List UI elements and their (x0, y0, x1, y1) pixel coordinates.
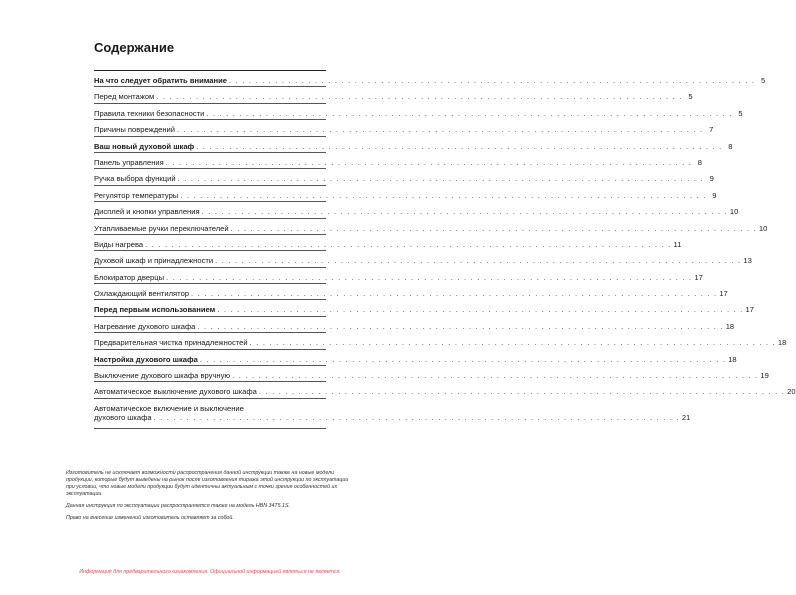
dot-leader: . . . . . . . . . . . . . . . . . . . . . . . . . . . . . . . . . . . . . . . . . . . . . . . . . . . . . . . . . . . . . . . . . . . . . . . . . . . . . . . . (230, 223, 757, 233)
table-of-contents (94, 70, 796, 429)
toc-entry (94, 86, 693, 102)
toc-entry-title: Причины повреждений (94, 125, 176, 135)
toc-entry (94, 234, 682, 250)
toc-entry (94, 103, 743, 119)
toc-entry-title: Регулятор температуры (94, 190, 179, 200)
toc-entry-title: Виды нагрева (94, 239, 144, 249)
toc-entry-title: Панель управления (94, 157, 164, 167)
toc-entry (94, 152, 703, 168)
toc-entry (94, 283, 728, 299)
toc-entry-page: 5 (688, 92, 693, 102)
dot-leader: . . . . . . . . . . . . . . . . . . . . . . . . . . . . . . . . . . . . . . . . . . . . . . . . . . . . . . . . . . . . . . . . . . . . . . . . . . . . . . . . (191, 289, 718, 299)
toc-entry-title: Блокиратор дверцы (94, 272, 165, 282)
toc-entry-title: Автоматическое выключение духового шкафа (94, 387, 257, 397)
dot-leader: . . . . . . . . . . . . . . . . . . . . . . . . . . . . . . . . . . . . . . . . . . . . . . . . . . . . . . . . . . . . . . . . . . . . . . . . . . . . . . . . (153, 412, 680, 422)
dot-leader: . . . . . . . . . . . . . . . . . . . . . . . . . . . . . . . . . . . . . . . . . . . . . . . . . . . . . . . . . . . . . . . . . . . . . . . . . . . . . . . . (197, 321, 724, 331)
toc-entry-title: Ваш новый духовой шкаф (94, 141, 195, 151)
toc-entry-title: Охлаждающий вентилятор (94, 289, 190, 299)
dot-leader: . . . . . . . . . . . . . . . . . . . . . . . . . . . . . . . . . . . . . . . . . . . . . . . . . . . . . . . . . . . . . . . . . . . . . . . . . . . . . . . . (177, 125, 704, 135)
toc-entry (94, 136, 733, 152)
toc-entry-page: 17 (694, 272, 703, 282)
toc-entry (94, 398, 691, 428)
toc-entry (94, 168, 714, 184)
dot-leader: . . . . . . . . . . . . . . . . . . . . . . . . . . . . . . . . . . . . . . . . . . . . . . . . . . . . . . . . . . . . . . . . . . . . . . . . . . . . . . . . (258, 387, 786, 397)
toc-entry-page: 9 (709, 174, 714, 184)
toc-entry-page: 8 (697, 157, 703, 167)
toc-entry (94, 201, 739, 217)
dot-leader: . . . . . . . . . . . . . . . . . . . . . . . . . . . . . . . . . . . . . . . . . . . . . . . . . . . . . . . . . . . . . . . . . . . . . . . . . . . . . . . . (166, 272, 693, 282)
toc-entry-page: 19 (760, 371, 769, 381)
toc-entry (94, 185, 717, 201)
toc-entry-title-continued: духового шкафа (94, 412, 152, 422)
toc-entry (94, 349, 737, 365)
toc-entry-page: 7 (709, 125, 714, 135)
dot-leader: . . . . . . . . . . . . . . . . . . . . . . . . . . . . . . . . . . . . . . . . . . . . . . . . . . . . . . . . . . . . . . . . . . . . . . . . . . . . . . . . (206, 108, 733, 118)
toc-entry-title: Автоматическое включение и выключение (94, 403, 244, 413)
toc-entry-page: 9 (712, 190, 717, 200)
toc-entry-title: Духовой шкаф и принадлежности (94, 256, 214, 266)
dot-leader: . . . . . . . . . . . . . . . . . . . . . . . . . . . . . . . . . . . . . . . . . . . . . . . . . . . . . . . . . . . . . . . . . . . . . . . . . . . . . . . . (177, 174, 704, 184)
toc-entry-title: Выключение духового шкафа вручную (94, 371, 231, 381)
toc-entry (94, 299, 754, 315)
footnote-models: Изготовитель не исключает возможности распространения данной инструкции также на новые модели продукции, которые будут выведены на рынок после изготовления тиража этой инструкции по эксплуатации при условии, что новые модели продукции будут идентичны актуальным с точки зрения особенностей их эксплуатации. (66, 470, 349, 497)
toc-entry-page: 20 (787, 387, 796, 397)
page-title: Содержание (94, 40, 175, 55)
dot-leader: . . . . . . . . . . . . . . . . . . . . . . . . . . . . . . . . . . . . . . . . . . . . . . . . . . . . . . . . . . . . . . . . . . . . . . . . . . . . . . . . (215, 256, 742, 266)
toc-entry (94, 332, 787, 348)
toc-entry-page: 5 (761, 76, 766, 85)
toc-entry (94, 250, 752, 266)
footnotes (66, 470, 358, 527)
dot-leader: . . . . . . . . . . . . . . . . . . . . . . . . . . . . . . . . . . . . . . . . . . . . . . . . . . . . . . . . . . . . . . . . . . . . . . . . . . . . . . . . (145, 239, 672, 249)
dot-leader: . . . . . . . . . . . . . . . . . . . . . . . . . . . . . . . . . . . . . . . . . . . . . . . . . . . . . . . . . . . . . . . . . . . . . . . . . . . . . . . . (165, 157, 693, 167)
toc-entry (94, 119, 714, 135)
toc-entry (94, 365, 769, 381)
toc-entry (94, 316, 735, 332)
toc-entry-title: Дисплей и кнопки управления (94, 207, 200, 217)
toc-entry (94, 218, 768, 234)
toc-entry-title: На что следует обратить внимание (94, 76, 227, 85)
toc-entry-title: Ручка выбора функций (94, 174, 176, 184)
disclaimer: Информация для предварительного ознакомления. Официальной информацией являться не является. (79, 569, 341, 575)
toc-entry-page: 11 (673, 239, 682, 249)
toc-entry (94, 70, 766, 86)
toc-entry-title: Перед монтажом (94, 92, 155, 102)
dot-leader: . . . . . . . . . . . . . . . . . . . . . . . . . . . . . . . . . . . . . . . . . . . . . . . . . . . . . . . . . . . . . . . . . . . . . . . . . . . . . . . . (232, 371, 759, 381)
toc-entry-title: Правила техники безопасности (94, 108, 205, 118)
dot-leader: . . . . . . . . . . . . . . . . . . . . . . . . . . . . . . . . . . . . . . . . . . . . . . . . . . . . . . . . . . . . . . . . . . . . . . . . . . . . . . . . (201, 207, 728, 217)
toc-entry-title: Предварительная чистка принадлежностей (94, 338, 248, 348)
footnote-changes: Право на внесение изменений изготовитель оставляет за собой. (66, 515, 234, 521)
toc-entry-page: 21 (681, 412, 691, 422)
toc-entry-page: 13 (743, 256, 752, 266)
toc-entry-page: 17 (719, 289, 728, 299)
dot-leader: . . . . . . . . . . . . . . . . . . . . . . . . . . . . . . . . . . . . . . . . . . . . . . . . . . . . . . . . . . . . . . . . . . . . . . . . . . . . . . . . (196, 141, 723, 151)
toc-entry-page: 18 (777, 338, 787, 348)
toc-entry-page: 5 (738, 108, 743, 118)
toc-entry-title: Утапливаемые ручки переключателей (94, 223, 229, 233)
dot-leader: . . . . . . . . . . . . . . . . . . . . . . . . . . . . . . . . . . . . . . . . . . . . . . . . . . . . . . . . . . . . . . . . . . . . . . . . . . . . . . . . (180, 190, 707, 200)
toc-entry-page: 18 (728, 354, 737, 364)
toc-entry-title: Перед первым использованием (94, 305, 216, 315)
toc-entry-page: 8 (728, 141, 733, 151)
toc-entry-page: 10 (758, 223, 768, 233)
dot-leader: . . . . . . . . . . . . . . . . . . . . . . . . . . . . . . . . . . . . . . . . . . . . . . . . . . . . . . . . . . . . . . . . . . . . . . . . . . . . . . . . (217, 305, 744, 315)
dot-leader: . . . . . . . . . . . . . . . . . . . . . . . . . . . . . . . . . . . . . . . . . . . . . . . . . . . . . . . . . . . . . . . . . . . . . . . . . . . . . . . . (199, 354, 727, 364)
toc-entry-title: Настройка духового шкафа (94, 354, 198, 364)
footnote-applicability: Данная инструкция по эксплуатации распространяется также на модель HBN 34T5.1S. (66, 503, 290, 509)
toc-entry-title: Нагревание духового шкафа (94, 321, 196, 331)
dot-leader: . . . . . . . . . . . . . . . . . . . . . . . . . . . . . . . . . . . . . . . . . . . . . . . . . . . . . . . . . . . . . . . . . . . . . . . . . . . . . . . . (156, 92, 683, 102)
toc-entry-page: 18 (725, 321, 735, 331)
dot-leader: . . . . . . . . . . . . . . . . . . . . . . . . . . . . . . . . . . . . . . . . . . . . . . . . . . . . . . . . . . . . . . . . . . . . . . . . . . . . . . . . (249, 338, 776, 348)
dot-leader: . . . . . . . . . . . . . . . . . . . . . . . . . . . . . . . . . . . . . . . . . . . . . . . . . . . . . . . . . . . . . . . . . . . . . . . . . . . . . . . . (228, 76, 756, 85)
toc-entry-page: 17 (745, 305, 754, 315)
toc-bottom-rule (94, 428, 326, 429)
toc-entry-page: 10 (729, 207, 739, 217)
toc-entry (94, 267, 703, 283)
toc-entry (94, 381, 796, 397)
